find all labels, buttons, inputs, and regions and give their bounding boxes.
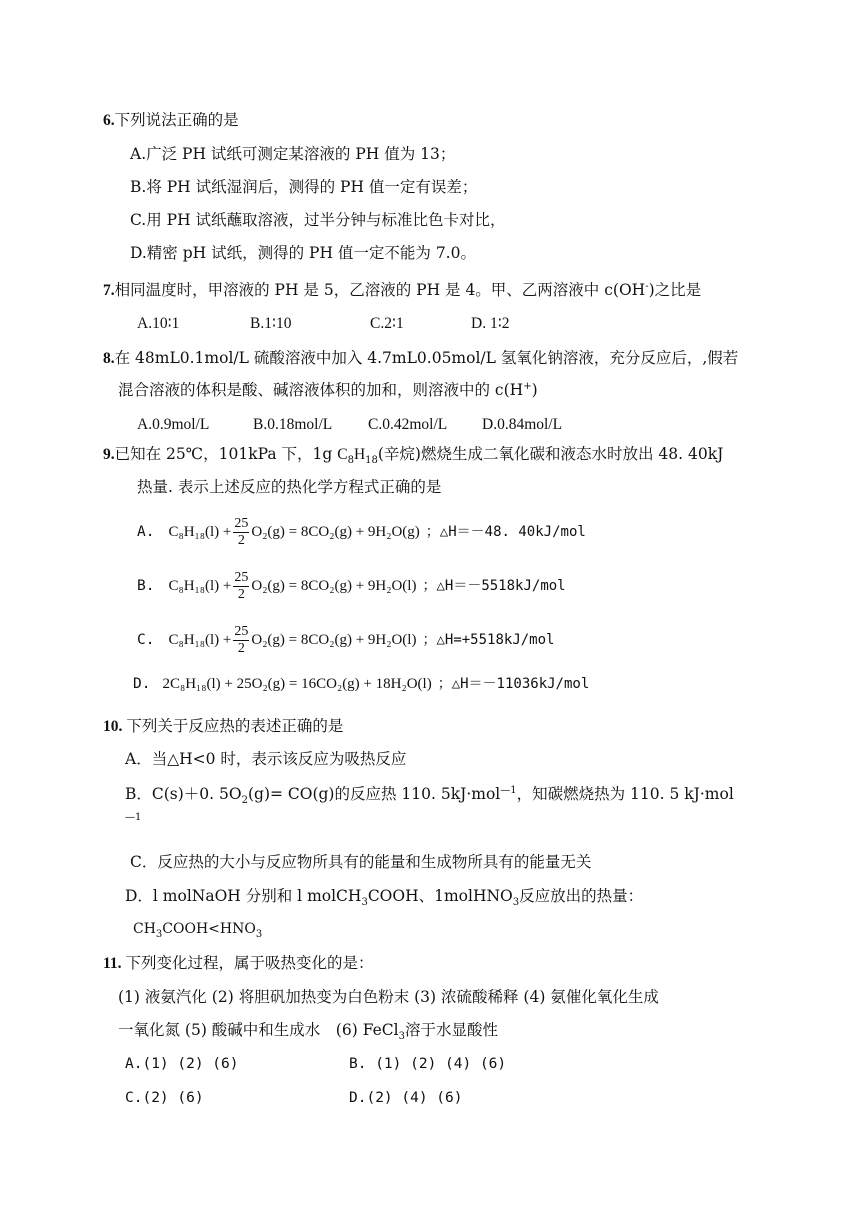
- subscript: 3: [255, 928, 263, 940]
- superscript: -: [645, 280, 649, 292]
- items-text: 溶于水显酸性: [404, 1021, 498, 1039]
- question-11-items-line2: [118, 1020, 498, 1043]
- option-text: (g)= CO(g)的反应热 110. 5kJ·mol: [247, 785, 501, 803]
- subscript: 3: [398, 1031, 405, 1043]
- question-6-option-c: C.用 PH 试纸蘸取溶液，过半分钟与标准比色卡对比，: [130, 211, 506, 229]
- question-7-option-b: B.1∶10: [250, 315, 292, 332]
- question-7-option-d: D. 1∶2: [471, 315, 510, 332]
- question-10-option-b-wrap: —1: [125, 812, 142, 823]
- question-text: 已知在 25℃，101kPa 下，1g: [114, 445, 338, 463]
- question-8-option-a: A.0.9mol/L: [137, 416, 210, 433]
- question-10-option-d: [125, 886, 644, 909]
- question-text-end: )之比是: [648, 281, 702, 299]
- option-label: B.: [137, 578, 155, 594]
- question-text: 下列关于反应热的表述正确的是: [126, 717, 344, 735]
- subscript: 8: [347, 455, 354, 467]
- option-label: C.: [137, 632, 155, 648]
- question-11-option-b: B. (1) (2) (4) (6): [349, 1056, 507, 1072]
- question-8-stem: [103, 348, 738, 369]
- question-10-stem: [103, 716, 343, 737]
- equation: 2C₈H₁₈(l) + 25O₂(g) = 16CO₂(g) + 18H₂O(l): [162, 676, 432, 692]
- equation-left: C₈H₁₈(l) +: [168, 578, 232, 594]
- question-10-option-d-line2: [133, 919, 262, 939]
- formula-h: H: [353, 446, 366, 463]
- question-6-option-a: A.广泛 PH 试纸可测定某溶液的 PH 值为 13；: [130, 145, 456, 163]
- fraction-denominator: 2: [237, 586, 245, 602]
- equation-right: O₂(g) = 8CO₂(g) + 9H₂O(g): [251, 524, 420, 540]
- fraction: [233, 516, 249, 549]
- question-number: 7.: [103, 282, 115, 299]
- subscript: 3: [155, 928, 163, 940]
- question-text: 相同温度时，甲溶液的 PH 是 5，乙溶液的 PH 是 4。甲、乙两溶液中 c(OH: [114, 281, 646, 299]
- fraction-numerator: 25: [234, 515, 249, 531]
- question-8-option-c: C.0.42mol/L: [368, 416, 448, 433]
- fraction: [233, 624, 249, 657]
- equation-left: C₈H₁₈(l) +: [168, 632, 232, 648]
- question-number: 10.: [103, 718, 123, 735]
- question-11-option-a: A.(1) (2) (6): [125, 1056, 239, 1072]
- question-11-stem: [103, 953, 374, 974]
- question-8-option-d: D.0.84mol/L: [482, 416, 563, 433]
- option-text: CH: [133, 921, 156, 937]
- fraction-numerator: 25: [234, 623, 249, 639]
- question-8-stem-line2: [118, 380, 538, 400]
- question-11-option-d: D.(2) (4) (6): [349, 1090, 463, 1106]
- option-text: D．l molNaOH 分别和 l molCH: [125, 887, 362, 905]
- question-6-stem: [103, 110, 239, 131]
- option-text: COOH<HNO: [162, 921, 256, 937]
- question-11-items-line1: (1) 液氨汽化 (2) 将胆矾加热变为白色粉末 (3) 浓硫酸稀释 (4) 氨催化氧化生成: [118, 988, 659, 1006]
- fraction: [233, 570, 249, 603]
- question-number: 9.: [103, 446, 115, 463]
- fraction-denominator: 2: [237, 640, 245, 656]
- fraction-denominator: 2: [237, 532, 245, 548]
- option-text: 反应放出的热量：: [519, 887, 644, 905]
- question-text: 混合溶液的体积是酸、碱溶液体积的加和，则溶液中的 c(H: [118, 381, 524, 399]
- option-label: D.: [133, 676, 151, 692]
- option-text: ，知碳燃烧热为 110. 5 kJ·mol: [516, 785, 734, 803]
- question-text: 在 48mL0.1mol/L 硫酸溶液中加入 4.7mL0.05mol/L 氢氧化钠溶液，充分反应后，,假若: [114, 349, 739, 367]
- question-6-option-b: B.将 PH 试纸湿润后，测得的 PH 值一定有误差；: [130, 178, 478, 196]
- question-number: 8.: [103, 350, 115, 367]
- question-text: 下列说法正确的是: [114, 111, 239, 129]
- question-text: 下列变化过程，属于吸热变化的是：: [125, 954, 374, 972]
- question-number: 11.: [103, 955, 122, 972]
- question-9-stem: [103, 444, 723, 465]
- question-7-option-c: C.2∶1: [370, 315, 404, 332]
- question-11-option-c: C.(2) (6): [125, 1090, 204, 1106]
- enthalpy-value: ；△H=+5518kJ/mol: [422, 632, 555, 648]
- superscript: +: [523, 380, 532, 392]
- equation-right: O₂(g) = 8CO₂(g) + 9H₂O(l): [251, 578, 417, 594]
- question-6-option-d: D.精密 pH 试纸，测得的 PH 值一定不能为 7.0。: [130, 244, 476, 262]
- question-9-stem-line2: 热量. 表示上述反应的热化学方程式正确的是: [137, 478, 442, 496]
- equation-left: C₈H₁₈(l) +: [168, 524, 232, 540]
- formula-c: C: [337, 446, 348, 463]
- question-text-end: ): [531, 381, 538, 399]
- question-10-option-b: [125, 784, 734, 807]
- option-text: B．C(s)＋0. 5O: [125, 785, 242, 803]
- question-7-stem: [103, 280, 701, 301]
- question-8-option-b: B.0.18mol/L: [253, 416, 333, 433]
- superscript: —1: [500, 784, 517, 796]
- question-7-option-a: A.10∶1: [137, 315, 180, 332]
- question-9-option-d: [133, 672, 589, 696]
- question-9-option-b: [137, 566, 566, 606]
- question-9-option-c: [137, 620, 554, 660]
- question-number: 6.: [103, 112, 115, 129]
- enthalpy-value: ；△H＝－5518kJ/mol: [422, 578, 566, 594]
- equation-right: O₂(g) = 8CO₂(g) + 9H₂O(l): [251, 632, 417, 648]
- option-text: COOH、1molHNO: [367, 887, 513, 905]
- question-text-end: (辛烷)燃烧生成二氧化碳和液态水时放出 48. 40kJ: [377, 445, 724, 463]
- subscript: 3: [361, 897, 368, 909]
- subscript: 3: [512, 897, 520, 909]
- question-10-option-c: C．反应热的大小与反应物所具有的能量和生成物所具有的能量无关: [130, 853, 592, 871]
- option-label: A.: [137, 524, 155, 540]
- enthalpy-value: ；△H＝－11036kJ/mol: [437, 676, 590, 692]
- question-10-option-a: A．当△H<0 时，表示该反应为吸热反应: [125, 750, 407, 768]
- subscript: 18: [365, 455, 378, 467]
- subscript: 2: [241, 795, 248, 807]
- enthalpy-value: ；△H＝－48. 40kJ/mol: [425, 524, 586, 540]
- question-9-option-a: [137, 512, 586, 552]
- items-text: 一氧化氮 (5) 酸碱中和生成水 (6) FeCl: [118, 1021, 399, 1039]
- fraction-numerator: 25: [234, 569, 249, 585]
